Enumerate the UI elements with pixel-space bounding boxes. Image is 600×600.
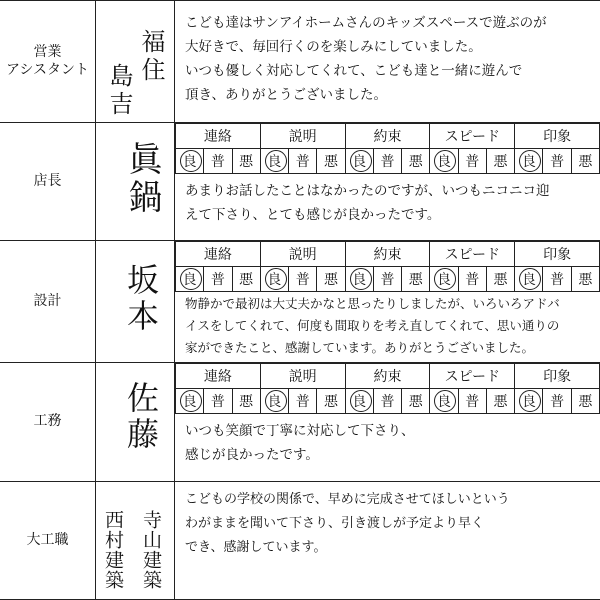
rating-option: 普 [289, 389, 317, 414]
row-construction [0, 363, 600, 482]
rating-table [175, 123, 600, 174]
comment-line: 頂き、ありがとうございました。 [185, 87, 387, 103]
rating-category: 印象 [515, 124, 600, 149]
rating-option-selected: 良 [176, 389, 204, 414]
rating-category: 説明 [260, 124, 345, 149]
role-label: 営業 アシスタント [0, 1, 96, 122]
rating-option: 悪 [317, 267, 345, 292]
rating-option-selected: 良 [260, 149, 288, 174]
rating-option: 悪 [317, 389, 345, 414]
rating-option: 悪 [402, 149, 430, 174]
rating-option: 悪 [486, 389, 514, 414]
rating-option: 悪 [571, 389, 599, 414]
rating-category: 約束 [345, 124, 430, 149]
rating-category: 連絡 [176, 242, 261, 267]
rating-category: スピード [430, 124, 515, 149]
rating-option-selected: 良 [430, 389, 458, 414]
staff-name-line: 佐藤 [122, 381, 160, 453]
rating-option: 悪 [232, 149, 260, 174]
staff-name [96, 363, 175, 481]
rating-option: 悪 [232, 267, 260, 292]
staff-name-line: 島吉 [105, 63, 133, 119]
staff-name-line: 眞鍋 [122, 141, 162, 217]
staff-name [96, 241, 175, 362]
comment-text [185, 179, 594, 227]
staff-name-line: 福住 [137, 29, 165, 85]
comment-text [185, 488, 594, 560]
rating-table [175, 363, 600, 414]
staff-name-line: 坂本 [122, 263, 160, 335]
comment-area [175, 363, 600, 481]
rating-category: 印象 [515, 364, 600, 389]
comment-line: こども達はサンアイホームさんのキッズスペースで遊ぶのが [185, 15, 547, 31]
rating-option: 普 [289, 267, 317, 292]
rating-category: スピード [430, 364, 515, 389]
rating-option-selected: 良 [260, 267, 288, 292]
rating-option: 普 [373, 389, 401, 414]
rating-option: 普 [458, 389, 486, 414]
rating-option: 悪 [402, 267, 430, 292]
rating-option-selected: 良 [260, 389, 288, 414]
comment-area [175, 123, 600, 240]
comment-area [175, 1, 600, 122]
comment-text [185, 419, 594, 467]
comment-line: 大好きで、毎回行くのを楽しみにしていました。 [185, 39, 482, 55]
rating-category: 連絡 [176, 124, 261, 149]
rating-option: 普 [543, 267, 571, 292]
rating-option: 普 [543, 389, 571, 414]
comment-area [175, 241, 600, 362]
rating-option: 悪 [232, 389, 260, 414]
comment-line: わがままを聞いて下さり、引き渡しが予定より早く [185, 516, 485, 531]
staff-name [96, 482, 175, 599]
rating-category: スピード [430, 242, 515, 267]
rating-option-selected: 良 [430, 149, 458, 174]
rating-option: 普 [204, 149, 232, 174]
comment-area [175, 482, 600, 599]
comment-line: いつも優しく対応してくれて、こども達と一緒に遊んで [185, 63, 523, 79]
role-label: 大工職 [0, 482, 96, 599]
comment-line: イスをしてくれて、何度も間取りを考え直してくれて、思い通りの [185, 318, 560, 333]
role-label: 工務 [0, 363, 96, 481]
role-label: 設計 [0, 241, 96, 362]
row-design [0, 241, 600, 363]
rating-option-selected: 良 [345, 149, 373, 174]
rating-table [175, 241, 600, 292]
rating-option: 普 [543, 149, 571, 174]
rating-option-selected: 良 [430, 267, 458, 292]
rating-option-selected: 良 [176, 267, 204, 292]
rating-option: 普 [373, 149, 401, 174]
comment-line: こどもの学校の関係で、早めに完成させてほしいという [185, 492, 510, 507]
rating-option: 普 [204, 267, 232, 292]
rating-option-selected: 良 [345, 389, 373, 414]
rating-option: 普 [458, 149, 486, 174]
rating-option-selected: 良 [345, 267, 373, 292]
rating-category: 連絡 [176, 364, 261, 389]
rating-category: 説明 [260, 242, 345, 267]
comment-line: 感じが良かったです。 [185, 447, 319, 463]
rating-option: 悪 [317, 149, 345, 174]
comment-line: でき、感謝しています。 [185, 540, 327, 555]
staff-name [96, 1, 175, 122]
rating-category: 印象 [515, 242, 600, 267]
rating-category: 約束 [345, 242, 430, 267]
row-carpenter [0, 482, 600, 600]
rating-option: 普 [204, 389, 232, 414]
rating-option-selected: 良 [515, 389, 543, 414]
row-store-manager [0, 123, 600, 241]
rating-option-selected: 良 [176, 149, 204, 174]
rating-category: 約束 [345, 364, 430, 389]
role-label: 店長 [0, 123, 96, 240]
comment-text [185, 293, 594, 359]
comment-line: 家ができたこと、感謝しています。ありがとうございました。 [185, 340, 535, 355]
rating-option: 普 [373, 267, 401, 292]
staff-name [96, 123, 175, 240]
comment-text [185, 11, 594, 107]
rating-option: 悪 [402, 389, 430, 414]
rating-option: 悪 [571, 149, 599, 174]
rating-option-selected: 良 [515, 267, 543, 292]
rating-category: 説明 [260, 364, 345, 389]
rating-option: 悪 [486, 267, 514, 292]
rating-option: 普 [289, 149, 317, 174]
staff-name-line: 寺山建築 [140, 510, 162, 590]
comment-line: いつも笑顔で丁寧に対応して下さり、 [185, 423, 415, 439]
rating-option: 悪 [486, 149, 514, 174]
row-sales-assistant [0, 0, 600, 123]
comment-line: えて下さり、とても感じが良かったです。 [185, 207, 441, 223]
staff-name-line: 西村建築 [102, 510, 124, 590]
rating-option: 悪 [571, 267, 599, 292]
comment-line: 物静かで最初は大丈夫かなと思ったりしましたが、いろいろアドバ [185, 296, 560, 311]
comment-line: あまりお話したことはなかったのですが、いつもニコニコ迎 [185, 183, 550, 199]
rating-option-selected: 良 [515, 149, 543, 174]
rating-option: 普 [458, 267, 486, 292]
